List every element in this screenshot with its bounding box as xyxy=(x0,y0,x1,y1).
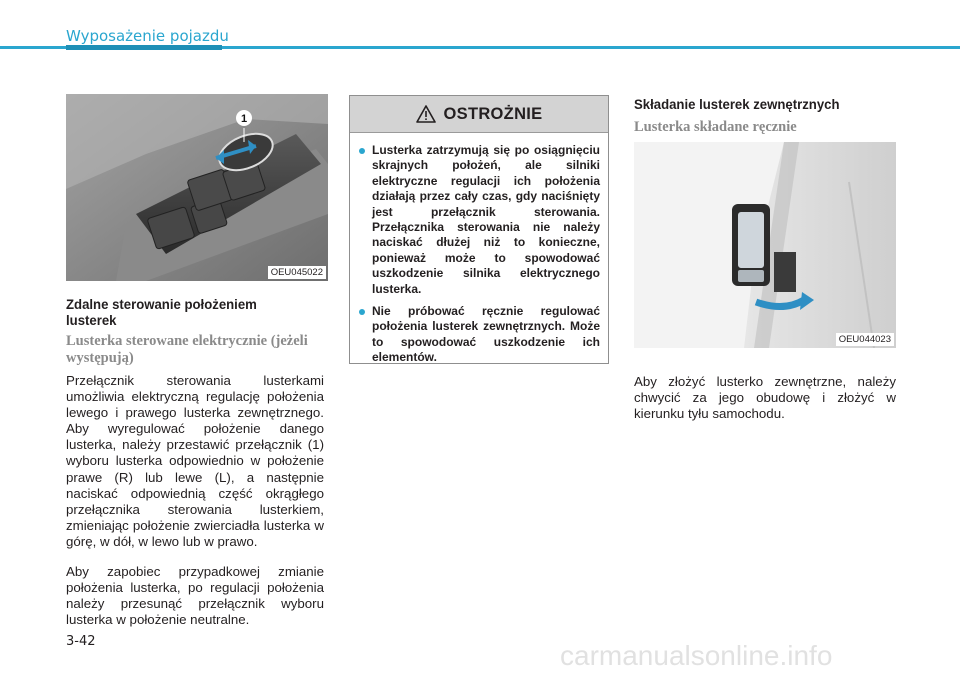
folding-mirror-illustration xyxy=(634,142,896,348)
paragraph-neutral-position: Aby zapobiec przypadkowej zmianie położenia lusterka, po regulacji położenia należy przesunąć przełącznik wyboru lusterka w położenie neutralne. xyxy=(66,564,324,628)
mirror-switch-photo xyxy=(66,94,328,281)
caution-title: OSTROŻNIE xyxy=(443,104,543,123)
header-tab-accent xyxy=(66,45,222,50)
caution-box xyxy=(349,95,609,364)
warning-triangle-icon xyxy=(416,105,436,123)
section-heading-folding: Składanie lusterek zewnętrznych xyxy=(634,96,840,112)
watermark: carmanualsonline.info xyxy=(560,640,833,671)
folding-mirror-photo xyxy=(634,142,896,348)
section-title: Wyposażenie pojazdu xyxy=(66,27,229,45)
photo-code: OEU044023 xyxy=(836,333,894,346)
mirror-switch-illustration xyxy=(66,94,328,281)
paragraph-folding: Aby złożyć lusterko zewnętrzne, należy chwycić za jego obudowę i złożyć w kierunku tyłu samochodu. xyxy=(634,374,896,422)
subheading-manual-folding: Lusterka składane ręcznie xyxy=(634,119,797,135)
paragraph-switch-description: Przełącznik sterowania lusterkami umożliwia elektryczną regulację położenia lewego i prawego lusterka zewnętrznego. Aby wyregulować położenie danego lusterka, należy przestawić przełącznik (1) wyboru lusterka odpowiednio w położenie prawe (R) lub lewe (L), a następnie naciskać odpowiednią część okrągłego przełącznika sterowania lusterkiem, zmieniając położenie zwierciadła lusterka w górę, w dół, w lewo lub w prawo. xyxy=(66,373,324,549)
photo-code: OEU045022 xyxy=(268,266,326,279)
caution-list xyxy=(350,133,608,366)
subheading-power-mirrors: Lusterka sterowane elektrycznie (jeżeli występują) xyxy=(66,333,308,366)
section-heading-remote-control: Zdalne sterowanie położeniem lusterek xyxy=(66,296,257,328)
caution-item: Lusterka zatrzymują się po osiągnięciu skrajnych położeń, ale silniki elektryczne regulacji ich położenia działają przez cały czas, gdy naciśnięty jest przełącznik sterowania. Przełącznika sterowania nie należy naciskać dłużej niż to konieczne, ponieważ może to spowodować uszkodzenie silnika elektrycznego lusterka. xyxy=(359,143,600,297)
caution-item: Nie próbować ręcznie regulować położenia lusterek zewnętrznych. Może to spowodować uszkodzenie ich elementów. xyxy=(359,304,600,366)
page-number: 3-42 xyxy=(66,634,96,649)
caution-header xyxy=(350,96,608,133)
callout-1: 1 xyxy=(240,113,248,125)
